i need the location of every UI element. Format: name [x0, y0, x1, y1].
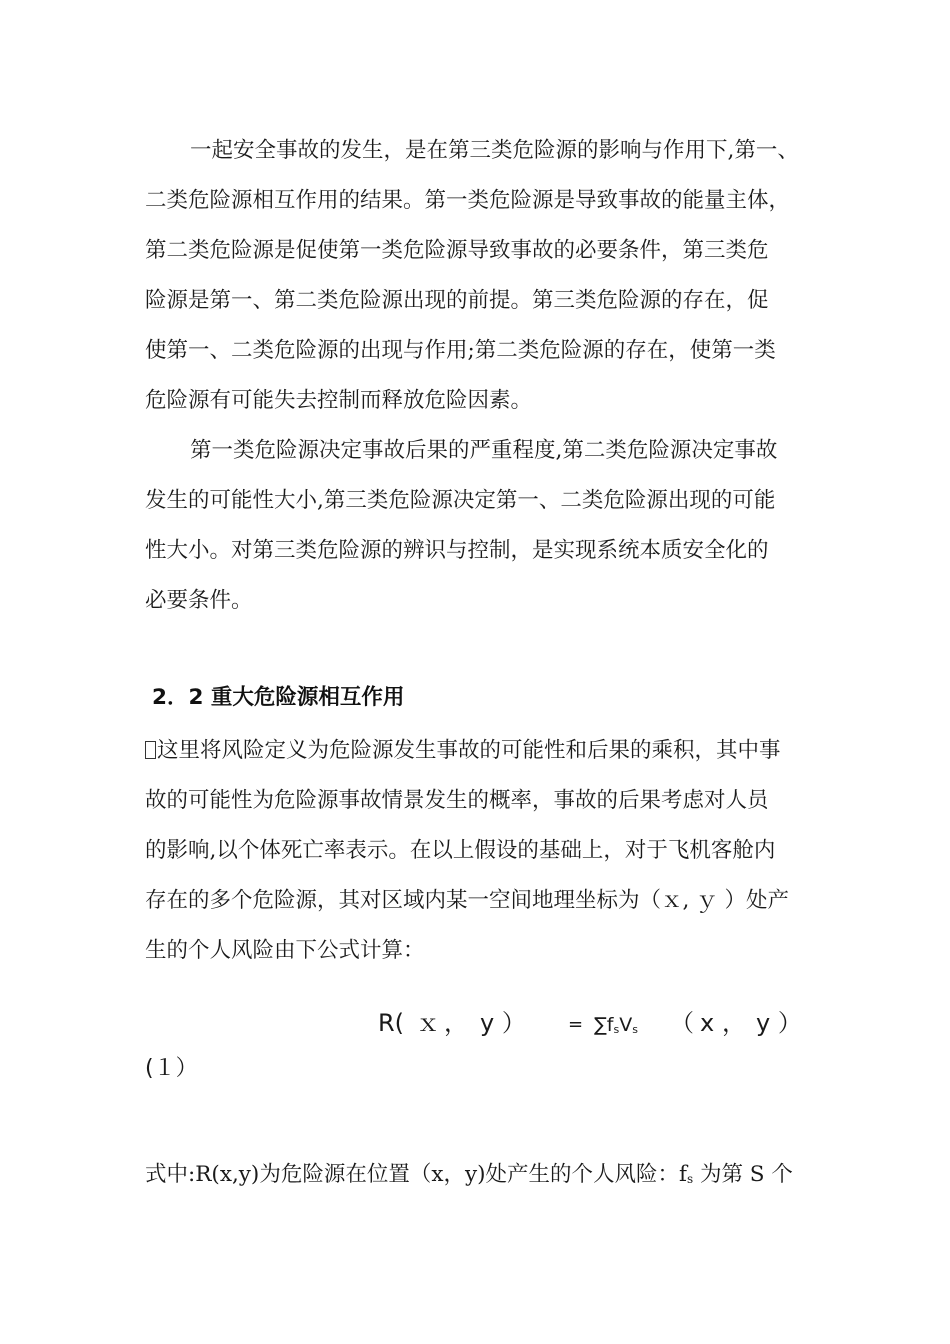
formula-rhs-y: y ） [756, 1009, 802, 1037]
formula-rhs-comma: ， [722, 1009, 746, 1037]
paragraph-1-line-4: 险源是第一、第二类危险源出现的前提。第三类危险源的存在，促 [145, 288, 769, 313]
paragraph-1-line-2: 二类危险源相互作用的结果。第一类危险源是导致事故的能量主体， [145, 188, 791, 213]
formula-equals: = [568, 1014, 584, 1035]
formula-note [145, 1160, 815, 1194]
formula-lhs-x: ｘ [416, 1009, 440, 1037]
formula-note-sub: s [686, 1172, 694, 1186]
paragraph-1-line-1: 一起安全事故的发生，是在第三类危险源的影响与作用下,第一、 [190, 138, 799, 163]
paragraph-2-line-2: 发生的可能性大小,第三类危险源决定第一、二类危险源出现的可能 [145, 488, 776, 513]
formula-sub-s2: s [632, 1023, 638, 1036]
formula-lhs-y: y ） [480, 1009, 526, 1037]
section-line-4: 存在的多个危险源，其对区域内某一空间地理坐标为（ｘ, ｙ ）处产 [145, 888, 790, 913]
section-line-5: 生的个人风险由下公式计算： [145, 938, 425, 963]
paragraph-1-line-6: 危险源有可能失去控制而释放危险因素。 [145, 388, 533, 413]
paragraph-2-line-1: 第一类危险源决定事故后果的严重程度,第二类危险源决定事故 [190, 438, 778, 463]
formula-lhs-comma: ， [444, 1009, 468, 1037]
paragraph-2-line-3: 性大小。对第三类危险源的辨识与控制，是实现系统本质安全化的 [145, 538, 769, 563]
section-line-2: 故的可能性为危险源事故情景发生的概率，事故的后果考虑对人员 [145, 788, 769, 813]
equation-number: (１） [145, 1056, 198, 1081]
formula-sum [594, 1010, 638, 1045]
formula-rhs-open: （ [670, 1009, 694, 1037]
formula-sub-s1: s [613, 1023, 620, 1036]
formula-lhs-r: R( [378, 1009, 405, 1037]
missing-glyph-icon [145, 741, 156, 759]
section-line-1 [145, 736, 815, 766]
paragraph-1-line-5: 使第一、二类危险源的出现与作用;第二类危险源的存在，使第一类 [145, 338, 776, 363]
section-line-1-text: 这里将风险定义为危险源发生事故的可能性和后果的乘积，其中事 [157, 738, 781, 763]
paragraph-1-line-3: 第二类危险源是促使第一类危险源导致事故的必要条件，第三类危 [145, 238, 769, 263]
paragraph-2-line-4: 必要条件。 [145, 588, 253, 613]
section-heading: 2．2 重大危险源相互作用 [152, 685, 405, 710]
formula-note-prefix: 式中:R(x,y)为危险源在位置（x，y)处产生的个人风险：f [145, 1162, 687, 1187]
section-line-3: 的影响,以个体死亡率表示。在以上假设的基础上，对于飞机客舱内 [145, 838, 776, 863]
formula-sum-f: ∑f [594, 1014, 614, 1036]
formula-rhs-x: x [700, 1009, 715, 1037]
formula-note-suffix: 为第 S 个 [693, 1162, 793, 1187]
formula-v: V [619, 1014, 633, 1036]
